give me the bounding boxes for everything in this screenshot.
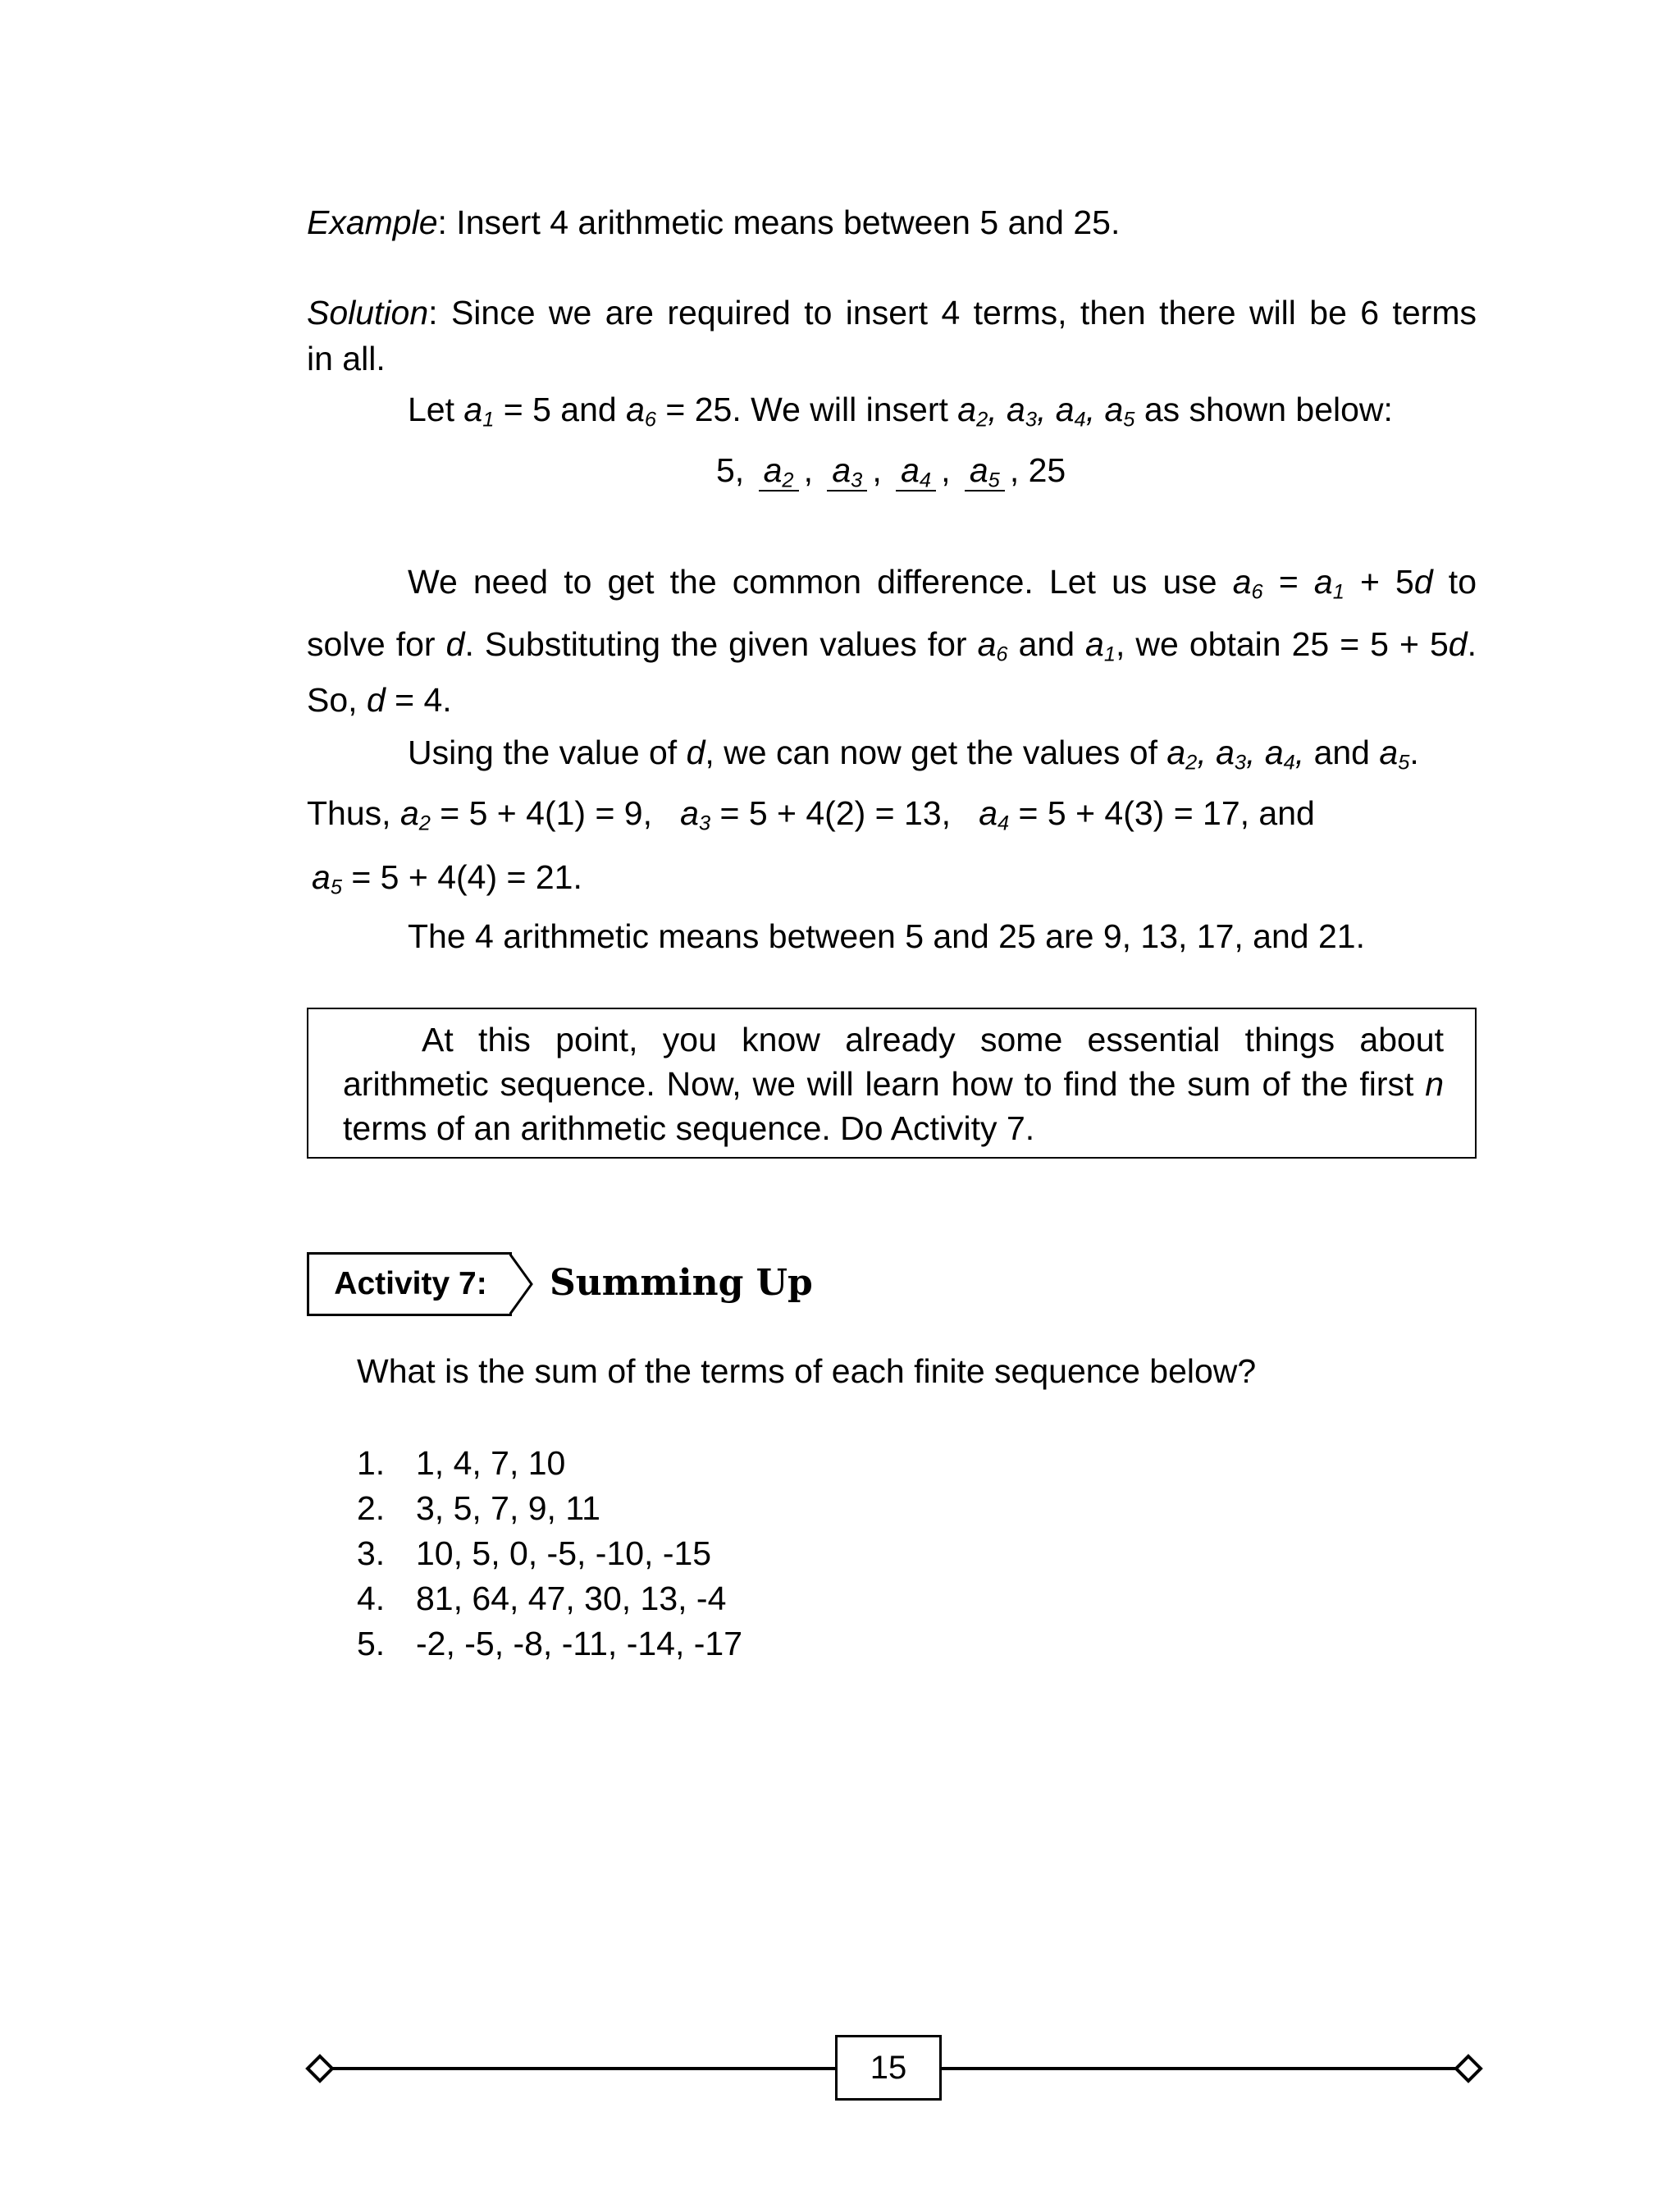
info-box-n: n — [1425, 1065, 1444, 1103]
info-box-text-b: terms of an arithmetic sequence. Do Activity 7. — [343, 1109, 1035, 1147]
info-box — [307, 1008, 1477, 1159]
activity-title: Summing Up — [550, 1262, 813, 1304]
var-d-2: d — [1448, 625, 1468, 663]
footer-diamond-right-icon — [1456, 2056, 1481, 2081]
calc-a4-var: $a_4$ — [979, 794, 1010, 835]
sequence-line: 5, $a_2$ , $a_3$ , $a_4$ , $a_5$ , 25 — [716, 451, 1066, 492]
example-label: Example — [307, 203, 438, 241]
para2-line-3 — [312, 858, 582, 897]
para2-text-a: Using the value of — [408, 734, 687, 771]
let-eq2: = 25. We will insert — [656, 391, 958, 428]
list-item-number: 2. — [357, 1489, 386, 1527]
var-d-3: d — [366, 681, 386, 719]
list-item-text: -2, -5, -8, -11, -14, -17 — [416, 1625, 743, 1662]
let-line — [408, 391, 1393, 432]
list-item-text: 81, 64, 47, 30, 13, -4 — [416, 1580, 727, 1617]
list-item-text: 10, 5, 0, -5, -10, -15 — [416, 1534, 712, 1572]
para2-text-c: and — [1304, 734, 1380, 771]
example-line — [307, 203, 1120, 242]
formula-an: $a_6$ — [1232, 563, 1263, 604]
sequence-first: 5, — [716, 451, 745, 489]
info-box-text — [343, 1017, 1444, 1150]
math-a1: $a_1$ — [463, 391, 495, 432]
math-a6: $a_6$ — [626, 391, 657, 432]
calc-a4: = 5 + 4(3) = 17, and — [1009, 794, 1315, 832]
list-item-number: 5. — [357, 1625, 386, 1662]
para1-text-d: . Substituting the given values for — [464, 625, 978, 663]
formula-plus: + 5 — [1344, 563, 1414, 601]
example-text: : Insert 4 arithmetic means between 5 and 25. — [437, 203, 1121, 241]
formula-d: d — [1413, 563, 1433, 601]
blank-a3: $a_3$ — [827, 451, 867, 491]
activity-list — [357, 1441, 742, 1667]
let-word: Let — [408, 391, 464, 428]
let-tail: as shown below: — [1134, 391, 1393, 428]
para1-text-g: So, — [307, 681, 367, 719]
formula-a1: $a_1$ — [1313, 563, 1344, 604]
para1-line-1 — [408, 563, 1477, 604]
sequence-last: 25 — [1028, 451, 1066, 489]
activity-label: Activity 7: — [334, 1266, 487, 1301]
para1-line-2: solve for d. Substituting the given values for $a_6$ and $a_1$, we obtain 25 = 5 + 5d. — [307, 625, 1477, 666]
solution-label: Solution — [307, 294, 429, 331]
para1-text-h: = 4. — [385, 681, 452, 719]
math-a2-a5-list: $a_2$, $a_3$, $a_4$, $a_5$ — [957, 391, 1135, 432]
activity-label-box — [307, 1252, 512, 1316]
calc-a2-var: $a_2$ — [399, 794, 431, 835]
terms-a2-a4: $a_2$, $a_3$, $a_4$, — [1166, 734, 1305, 775]
solution-line-1 — [307, 294, 1477, 332]
list-item-number: 3. — [357, 1534, 386, 1572]
para2-line-1: Using the value of d, we can now get the values of $a_2$, $a_3$, $a_4$, and $a_5$. — [408, 734, 1419, 775]
var-a6: $a_6$ — [977, 625, 1008, 666]
para1-text-a: We need to get the common difference. Let us use — [408, 563, 1233, 601]
footer-diamond-left-icon — [308, 2056, 332, 2081]
para1-text-f: , we obtain 25 = 5 + 5 — [1115, 625, 1449, 663]
blank-a4: $a_4$ — [896, 451, 936, 491]
var-d: d — [445, 625, 465, 663]
activity-question: What is the sum of the terms of each finite sequence below? — [357, 1352, 1257, 1390]
page-number-text: 15 — [870, 2049, 907, 2086]
list-item — [357, 1486, 742, 1531]
list-item-text: 1, 4, 7, 10 — [416, 1444, 566, 1482]
solution-line-2: in all. — [307, 340, 386, 377]
list-item-number: 1. — [357, 1444, 386, 1482]
list-item-text: 3, 5, 7, 9, 11 — [416, 1489, 600, 1527]
var-d-4: d — [686, 734, 705, 771]
var-a1: $a_1$ — [1085, 625, 1116, 666]
list-item — [357, 1621, 742, 1667]
para1-text-e: and — [1007, 625, 1086, 663]
solution-text-1: : Since we are required to insert 4 terms, then there will be 6 terms — [428, 294, 1477, 331]
list-item — [357, 1576, 742, 1621]
conclusion-line: The 4 arithmetic means between 5 and 25 are 9, 13, 17, and 21. — [408, 917, 1365, 955]
calc-a3: = 5 + 4(2) = 13, — [710, 794, 952, 832]
term-a5: $a_5$ — [1379, 734, 1410, 775]
activity-arrow-icon — [509, 1252, 534, 1316]
blank-a2: $a_2$ — [759, 451, 799, 491]
formula-eq: = — [1262, 563, 1314, 601]
thus-word: Thus, — [307, 794, 400, 832]
calc-a3-var: $a_3$ — [680, 794, 711, 835]
calc-a5: = 5 + 4(4) = 21. — [341, 858, 582, 896]
list-item — [357, 1441, 742, 1486]
para1-line-3 — [307, 681, 452, 720]
page-number — [835, 2035, 942, 2101]
list-item-number: 4. — [357, 1580, 386, 1617]
calc-a5-var: $a_5$ — [312, 858, 342, 899]
para1-text-c: solve for — [307, 625, 446, 663]
blank-a5: $a_5$ — [965, 451, 1005, 491]
para2-line-2 — [307, 794, 1315, 833]
info-box-text-a: At this point, you know already some essential things about arithmetic sequence. Now, we will learn how to find the sum of the first — [343, 1021, 1444, 1103]
let-eq1: = 5 and — [494, 391, 627, 428]
list-item — [357, 1531, 742, 1576]
calc-a2: = 5 + 4(1) = 9, — [430, 794, 652, 832]
para1-text-b: to — [1448, 563, 1477, 601]
para2-text-b: , we can now get the values of — [705, 734, 1167, 771]
